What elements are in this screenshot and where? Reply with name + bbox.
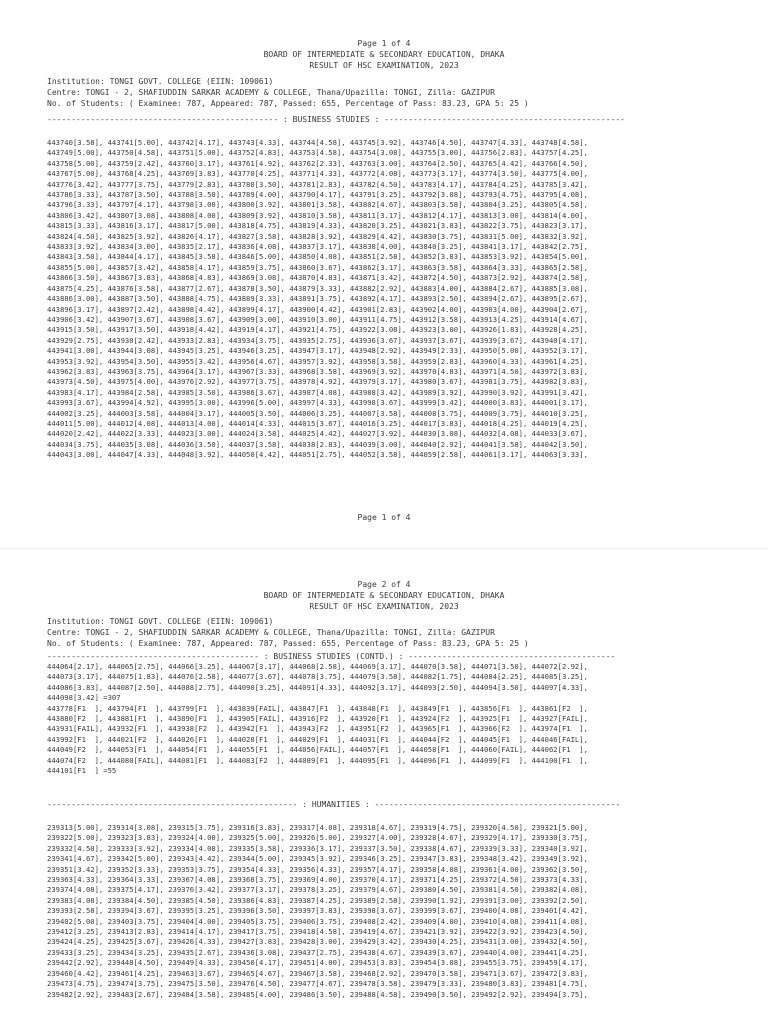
result-row: 444020[2.42], 444022[3.33], 444023[3.00], 444024[3.58], 444025[4.42], 444027[3.92], 444030[3.08], 444032[4.08], 444033[3.67], <box>47 429 588 439</box>
page1-board-name: BOARD OF INTERMEDIATE & SECONDARY EDUCATION, DHAKA <box>263 50 505 59</box>
result-row: 443931[FAIL], 443932[F1 ], 443938[F2 ], 443942[F1 ], 443943[F2 ], 443951[F2 ], 443965[F1 ], 443966[F2 ], 443974[F1 ], <box>47 724 588 734</box>
result-row: 239442[2.92], 239448[4.50], 239449[4.33], 239450[4.17], 239451[4.00], 239453[3.83], 239454[3.08], 239455[3.75], 239459[4.17], <box>47 958 588 968</box>
result-row: 444064[2.17], 444065[2.75], 444066[3.25], 444067[3.17], 444068[2.58], 444069[3.17], 444070[3.58], 444071[3.50], 444072[2.92], <box>47 662 588 671</box>
result-row: 443983[4.17], 443984[2.58], 443985[3.50], 443986[3.67], 443987[4.08], 443988[3.42], 443989[3.92], 443990[3.92], 443991[3.42], <box>47 387 588 397</box>
page2-board-name: BOARD OF INTERMEDIATE & SECONDARY EDUCATION, DHAKA <box>263 591 505 600</box>
result-row: 443824[4.50], 443825[3.92], 443826[4.17], 443827[3.58], 443828[3.92], 443829[4.42], 443830[3.75], 443831[5.00], 443832[3.92], <box>47 231 588 241</box>
page1-header <box>0 38 768 71</box>
page1-institution: Institution: TONGI GOVT. COLLEGE (EIIN: 109061) <box>47 77 274 86</box>
page1-institution-block <box>0 76 768 109</box>
result-row: 444034[3.75], 444035[3.08], 444036[3.50], 444037[3.58], 444038[2.83], 444039[3.00], 444040[2.92], 444041[3.58], 444042[3.50], <box>47 439 588 449</box>
result-row: 443962[3.83], 443963[3.75], 443964[3.17], 443967[3.33], 443968[3.58], 443969[3.92], 443970[4.83], 443971[4.50], 443972[3.83], <box>47 366 588 376</box>
result-row: 444086[3.83], 444087[2.50], 444088[2.75], 444090[3.25], 444091[4.33], 444092[3.17], 444093[2.50], 444094[3.50], 444097[4.33], <box>47 682 588 692</box>
result-row: 443767[5.00], 443768[4.25], 443769[3.83], 443770[4.25], 443771[4.33], 443772[4.08], 443773[3.17], 443774[3.50], 443775[4.00], <box>47 169 588 179</box>
page2-result-title: RESULT OF HSC EXAMINATION, 2023 <box>309 602 459 611</box>
result-row: 444101[F1 ] =55 <box>47 766 117 776</box>
result-row: 443915[3.50], 443917[3.50], 443918[4.42], 443919[4.17], 443921[4.75], 443922[3.08], 443923[3.00], 443926[1.83], 443928[4.25], <box>47 325 588 335</box>
result-row: 443875[4.25], 443876[3.58], 443877[2.67], 443878[3.50], 443879[3.33], 443882[2.92], 443883[4.00], 443884[2.67], 443885[3.08], <box>47 283 588 293</box>
result-row: 239374[4.08], 239375[4.17], 239376[3.42], 239377[3.17], 239378[3.25], 239379[4.67], 239380[4.50], 239381[4.50], 239382[4.08], <box>47 885 588 895</box>
result-row: 443866[3.50], 443867[3.83], 443868[4.83], 443869[3.08], 443870[4.83], 443871[3.42], 443872[4.50], 443873[2.92], 443874[2.58], <box>47 273 588 283</box>
result-row: 444011[5.00], 444012[4.08], 444013[4.00], 444014[4.33], 444015[3.67], 444016[3.25], 444017[3.83], 444018[4.25], 444019[4.25], <box>47 418 588 428</box>
result-row: 443815[3.33], 443816[3.17], 443817[5.00], 443818[4.75], 443819[4.33], 443820[3.25], 443821[3.83], 443822[3.75], 443823[3.17], <box>47 221 588 231</box>
result-row: 444098[3.42] =307 <box>47 693 121 703</box>
page1-footer: Page 1 of 4 <box>357 513 411 522</box>
result-row: 443929[2.75], 443930[2.42], 443933[2.83], 443934[3.75], 443935[2.75], 443936[3.67], 443937[3.67], 443939[3.67], 443940[4.17], <box>47 335 588 345</box>
page1-students-summary: No. of Students: ( Examinee: 787, Appeared: 787, Passed: 655, Percentage of Pass: 83.23, GPA 5: 25 ) <box>47 99 529 108</box>
result-row: 443992[F1 ], 444021[F2 ], 444026[F1 ], 444028[F1 ], 444029[F1 ], 444031[F1 ], 444044[F2 ], 444045[F1 ], 444046[FAIL], <box>47 734 588 744</box>
result-row: 239341[4.67], 239342[5.00], 239343[4.42], 239344[5.00], 239345[3.92], 239346[3.25], 239347[3.83], 239348[3.42], 239349[3.92], <box>47 854 588 864</box>
result-row: 443786[3.33], 443787[3.50], 443788[3.50], 443789[4.00], 443790[4.17], 443791[3.25], 443792[3.08], 443793[4.75], 443795[4.08], <box>47 190 588 200</box>
page2-header <box>0 579 768 612</box>
result-row: 443833[3.92], 443834[3.00], 443835[2.17], 443836[4.08], 443837[3.17], 443838[4.00], 443840[3.25], 443841[3.17], 443842[2.75], <box>47 242 588 252</box>
result-row: 239412[3.25], 239413[2.83], 239414[4.17], 239417[3.75], 239418[4.58], 239419[4.67], 239421[3.92], 239422[3.92], 239423[4.50], <box>47 927 588 937</box>
result-row: 239313[5.00], 239314[3.08], 239315[3.75], 239316[3.83], 239317[4.08], 239318[4.67], 239319[4.75], 239320[4.50], 239321[5.00], <box>47 823 588 832</box>
result-row: 239482[2.92], 239483[2.67], 239484[3.58], 239485[4.00], 239486[3.50], 239488[4.58], 239490[3.50], 239492[2.92], 239494[3.75], <box>47 989 588 999</box>
page1-result-list <box>0 138 768 461</box>
result-row: 239433[3.25], 239434[3.25], 239435[2.67], 239436[3.08], 239437[2.75], 239438[4.67], 239439[3.67], 239440[4.00], 239441[4.25], <box>47 947 588 957</box>
result-row: 443953[3.92], 443954[3.50], 443955[3.42], 443956[4.67], 443957[3.92], 443958[3.58], 443959[2.83], 443960[4.33], 443961[4.25], <box>47 356 588 366</box>
page2-centre: Centre: TONGI - 2, SHAFIUDDIN SARKAR ACADEMY & COLLEGE, Thana/Upazilla: TONGI, Zilla: GAZIPUR <box>47 628 495 637</box>
result-row: 443906[3.42], 443907[3.67], 443908[3.67], 443909[3.00], 443910[3.00], 443911[4.75], 443912[3.58], 443913[4.25], 443914[4.67], <box>47 314 588 324</box>
page2-section-separator: -------------------------------------------- : BUSINESS STUDIES (CONTD.) : ------------------------------------------- <box>47 652 616 661</box>
result-row: 443776[3.42], 443777[3.75], 443779[2.83], 443780[3.50], 443781[2.83], 443782[4.50], 443783[4.17], 443784[4.25], 443785[3.42], <box>47 179 588 189</box>
result-row: 239363[4.33], 239364[3.33], 239367[4.08], 239368[3.75], 239369[4.00], 239370[4.17], 239371[4.25], 239372[4.50], 239373[4.33], <box>47 875 588 885</box>
result-row: 443778[F1 ], 443794[F1 ], 443799[F1 ], 443839[FAIL], 443847[F1 ], 443848[F1 ], 443849[F1 ], 443856[F1 ], 443861[F2 ], <box>47 703 588 713</box>
result-row: 239393[2.58], 239394[3.67], 239395[3.25], 239396[3.50], 239397[3.83], 239398[3.67], 239399[3.67], 239400[4.08], 239401[4.42], <box>47 906 588 916</box>
result-row: 444043[3.00], 444047[4.33], 444048[3.92], 444050[4.42], 444051[2.75], 444052[3.58], 444059[2.58], 444061[3.17], 444063[3.33], <box>47 450 588 460</box>
result-row: 444074[F2 ], 444080[FAIL], 444081[F1 ], 444083[F2 ], 444089[F1 ], 444095[F1 ], 444096[F1 ], 444099[F1 ], 444100[F1 ], <box>47 755 588 765</box>
result-row: 239460[4.42], 239461[4.25], 239463[3.67], 239465[4.67], 239467[3.58], 239468[2.92], 239470[3.58], 239471[3.67], 239472[3.83], <box>47 968 588 978</box>
result-row: 443993[3.67], 443994[4.92], 443995[3.00], 443996[5.00], 443997[4.33], 443998[3.67], 443999[3.42], 444000[3.83], 444001[3.17], <box>47 398 588 408</box>
result-row: 444049[F2 ], 444053[F1 ], 444054[F1 ], 444055[F1 ], 444056[FAIL], 444057[F1 ], 444058[F1 ], 444060[FAIL], 444062[F1 ], <box>47 745 588 755</box>
result-row: 443880[F2 ], 443881[F1 ], 443890[F1 ], 443905[FAIL], 443916[F2 ], 443920[F1 ], 443924[F2 ], 443925[F1 ], 443927[FAIL], <box>47 714 588 724</box>
page2-institution: Institution: TONGI GOVT. COLLEGE (EIIN: 109061) <box>47 617 274 626</box>
result-row: 239424[4.25], 239425[3.67], 239426[4.33], 239427[3.83], 239428[3.00], 239429[3.42], 239430[4.25], 239431[3.00], 239432[4.50], <box>47 937 588 947</box>
page2-humanities-separator: ---------------------------------------------------- : HUMANITIES : --------------------------------------------------- <box>47 800 621 809</box>
result-row: 443843[3.50], 443844[4.17], 443845[3.58], 443846[5.00], 443850[4.08], 443851[2.58], 443852[3.83], 443853[3.92], 443854[5.00], <box>47 252 588 262</box>
result-row: 443796[3.33], 443797[4.17], 443798[3.00], 443800[3.92], 443801[3.58], 443802[4.67], 443803[3.58], 443804[3.25], 443805[4.58], <box>47 200 588 210</box>
result-row: 443896[3.17], 443897[2.42], 443898[4.42], 443899[4.17], 443900[4.42], 443901[2.83], 443902[4.00], 443903[4.00], 443904[2.67], <box>47 304 588 314</box>
result-row: 443758[5.00], 443759[2.42], 443760[3.17], 443761[4.92], 443762[2.33], 443763[3.00], 443764[2.50], 443765[4.42], 443766[4.50], <box>47 158 588 168</box>
page1-result-title: RESULT OF HSC EXAMINATION, 2023 <box>309 61 459 70</box>
page2-students-summary: No. of Students: ( Examinee: 787, Appeared: 787, Passed: 655, Percentage of Pass: 83.23, GPA 5: 25 ) <box>47 639 529 648</box>
page1-page-label: Page 1 of 4 <box>357 39 411 48</box>
page2-result-list <box>0 662 768 776</box>
page1-section-separator: ------------------------------------------------ : BUSINESS STUDIES : -------------------------------------------------- <box>47 115 625 124</box>
result-row: 239473[4.75], 239474[3.75], 239475[3.50], 239476[4.50], 239477[4.67], 239478[3.58], 239479[3.33], 239480[3.83], 239481[4.75], <box>47 979 588 989</box>
result-row: 443855[5.00], 443857[3.42], 443858[4.17], 443859[3.75], 443860[3.67], 443862[3.17], 443863[3.58], 443864[3.33], 443865[2.58], <box>47 262 588 272</box>
result-row: 443886[3.00], 443887[3.50], 443888[4.75], 443889[3.33], 443891[3.75], 443892[4.17], 443893[2.50], 443894[2.67], 443895[2.67], <box>47 294 588 304</box>
result-row: 239351[3.42], 239352[3.33], 239353[3.75], 239354[4.33], 239356[4.33], 239357[4.17], 239358[4.08], 239361[4.00], 239362[3.50], <box>47 864 588 874</box>
page2-humanities-list <box>0 823 768 1000</box>
result-row: 444073[3.17], 444075[1.83], 444076[2.58], 444077[3.67], 444078[3.75], 444079[3.58], 444082[1.75], 444084[2.25], 444085[3.25], <box>47 672 588 682</box>
result-row: 239322[5.00], 239323[3.83], 239324[4.00], 239325[5.00], 239326[5.00], 239327[4.00], 239328[4.67], 239329[4.17], 239330[3.75], <box>47 833 588 843</box>
result-row: 443749[5.00], 443750[4.58], 443751[5.00], 443752[4.83], 443753[4.58], 443754[3.08], 443755[3.00], 443756[2.83], 443757[4.25], <box>47 148 588 158</box>
result-row: 443740[3.58], 443741[5.00], 443742[4.17], 443743[4.33], 443744[4.58], 443745[3.92], 443746[4.50], 443747[4.33], 443748[4.58], <box>47 138 588 147</box>
page2-page-label: Page 2 of 4 <box>357 580 411 589</box>
page2-institution-block <box>0 616 768 649</box>
result-row: 239383[4.08], 239384[4.50], 239385[4.50], 239386[4.83], 239387[4.25], 239389[2.58], 239390[1.92], 239391[3.00], 239392[2.50], <box>47 895 588 905</box>
result-page-2 <box>0 548 768 1025</box>
result-row: 239402[5.00], 239403[3.75], 239404[4.00], 239405[3.75], 239406[3.75], 239408[2.42], 239409[4.00], 239410[4.08], 239411[4.08], <box>47 916 588 926</box>
result-row: 239332[4.50], 239333[3.92], 239334[4.08], 239335[3.58], 239336[3.17], 239337[3.50], 239338[4.67], 239339[3.33], 239340[3.92], <box>47 843 588 853</box>
result-row: 443806[3.42], 443807[3.08], 443808[4.00], 443809[3.92], 443810[3.58], 443811[3.17], 443812[4.17], 443813[3.00], 443814[4.00], <box>47 210 588 220</box>
page1-centre: Centre: TONGI - 2, SHAFIUDDIN SARKAR ACADEMY & COLLEGE, Thana/Upazilla: TONGI, Zilla: GAZIPUR <box>47 88 495 97</box>
result-row: 443941[3.00], 443944[3.08], 443945[3.25], 443946[3.25], 443947[3.17], 443948[2.92], 443949[2.33], 443950[5.00], 443952[3.17], <box>47 346 588 356</box>
result-row: 444002[3.25], 444003[3.58], 444004[3.17], 444005[3.50], 444006[3.25], 444007[3.58], 444008[3.75], 444009[3.75], 444010[3.25], <box>47 408 588 418</box>
result-row: 443973[4.50], 443975[4.00], 443976[2.92], 443977[3.75], 443978[4.92], 443979[3.17], 443980[3.67], 443981[3.75], 443982[3.83], <box>47 377 588 387</box>
